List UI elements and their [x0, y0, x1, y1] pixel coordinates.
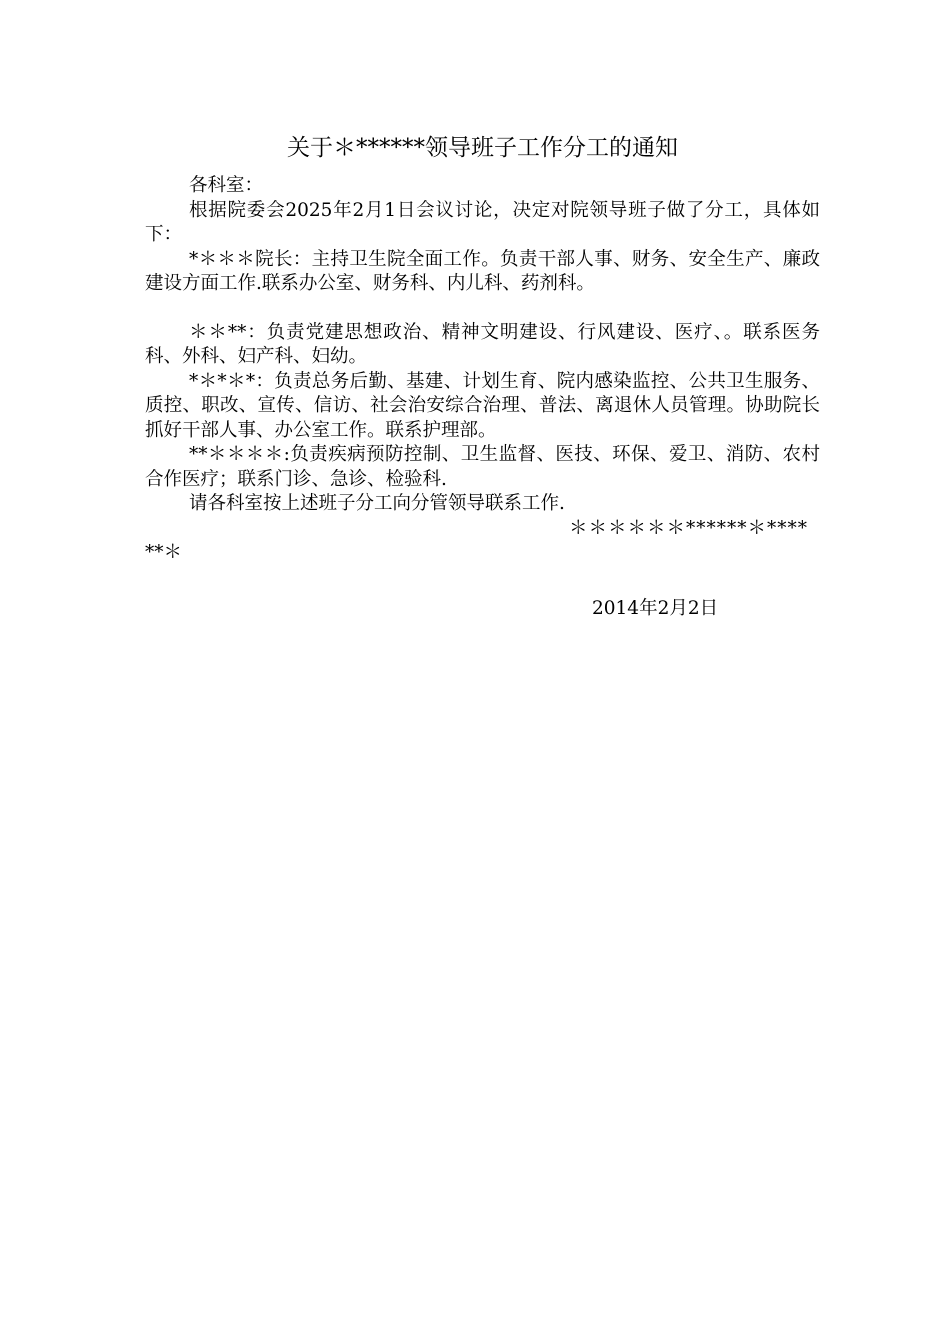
signature-line-2: **＊	[145, 542, 183, 563]
salutation: 各科室：	[189, 175, 264, 196]
signature-line-1: ＊＊＊＊＊＊******＊****	[568, 517, 808, 539]
paragraph-gap	[145, 297, 820, 321]
document-body	[145, 174, 820, 566]
document-title: 关于＊******领导班子工作分工的通知	[287, 135, 678, 161]
duty-paragraph-3: *＊*＊*：负责总务后勤、基建、计划生育、院内感染监控、公共卫生服务、质控、职改、宣传、信访、社会治安综合治理、普法、离退休人员管理。协助院长抓好干部人事、办公室工作。联系护理部。	[145, 370, 820, 441]
closing-paragraph: 请各科室按上述班子分工向分管领导联系工作.	[189, 493, 565, 514]
duty-paragraph-4: **＊＊＊＊:负责疾病预防控制、卫生监督、医技、环保、爱卫、消防、农村合作医疗；联系门诊、急诊、检验科.	[145, 444, 820, 490]
intro-paragraph: 根据院委会2025年2月1日会议讨论，决定对院领导班子做了分工，具体如下：	[145, 199, 820, 245]
duty-paragraph-2: ＊＊**：负责党建思想政治、精神文明建设、行风建设、医疗、。联系医务科、外科、妇产科、妇幼。	[145, 321, 820, 367]
duty-paragraph-1: *＊＊＊院长：主持卫生院全面工作。负责干部人事、财务、安全生产、廉政建设方面工作.联系办公室、财务科、内儿科、药剂科。	[145, 248, 820, 294]
document-date: 2014年2月2日	[592, 598, 719, 619]
